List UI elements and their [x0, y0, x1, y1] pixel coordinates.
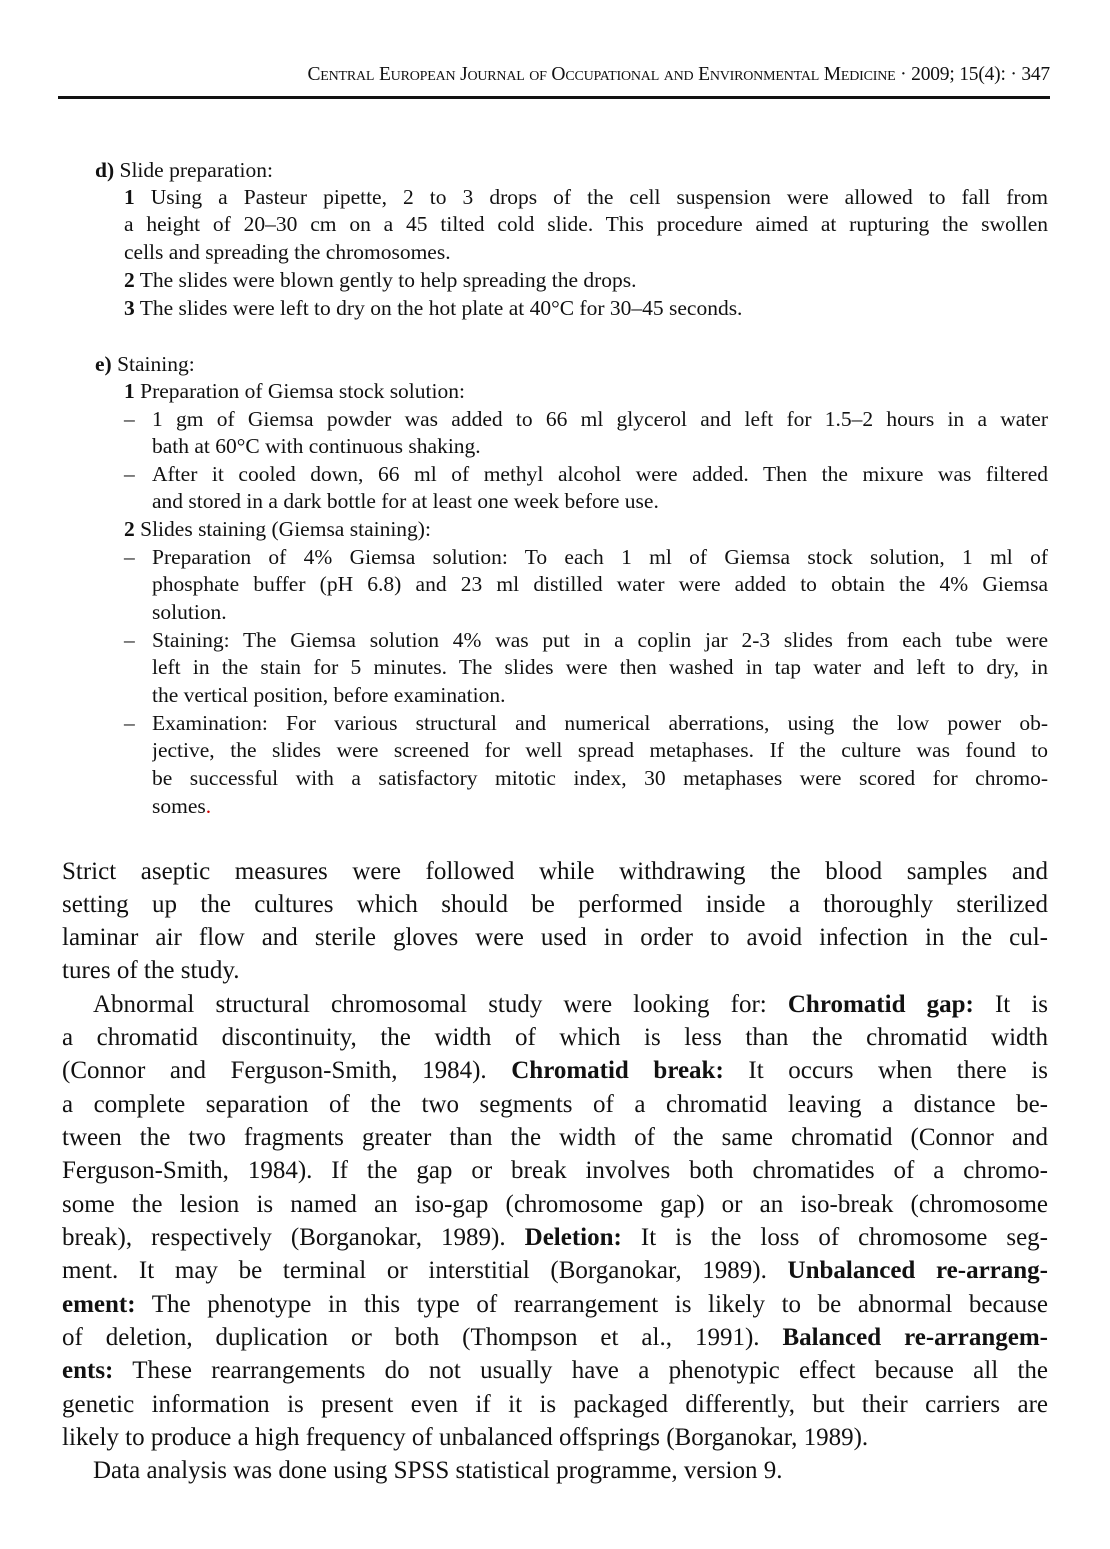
sub2-heading: 2 Slides staining (Giemsa staining):	[124, 517, 431, 541]
p2-line-8: break), respectively (Borganokar, 1989). Deletion: It is the loss of chromosome seg-	[62, 1224, 1048, 1251]
sub1-item-1-line-1: 1 gm of Giemsa powder was added to 66 ml glycerol and left for 1.5–2 hours in a water	[152, 407, 1048, 431]
p2-line-1: Abnormal structural chromosomal study were looking for: Chromatid gap: It is	[93, 991, 1048, 1018]
p3-line-1: Data analysis was done using SPSS statistical programme, version 9.	[93, 1457, 783, 1484]
sub2-item-3-line-1: Examination: For various structural and numerical aberrations, using the low power ob-	[152, 711, 1048, 735]
p1-line-1: Strict aseptic measures were followed while withdrawing the blood samples and	[62, 858, 1048, 885]
bullet-dash: –	[124, 545, 135, 569]
sub2-item-1-line-1: Preparation of 4% Giemsa solution: To each 1 ml of Giemsa stock solution, 1 ml of	[152, 545, 1048, 569]
sub2-item-2-line-2: left in the stain for 5 minutes. The slides were then washed in tap water and left to dry, in	[152, 655, 1048, 679]
sub1-heading: 1 Preparation of Giemsa stock solution:	[124, 379, 465, 403]
p2-line-4: a complete separation of the two segments of a chromatid leaving a distance be-	[62, 1091, 1048, 1118]
bullet-dash: –	[124, 407, 135, 431]
p2-line-13: genetic information is present even if it is packaged differently, but their carriers are	[62, 1391, 1048, 1418]
p2-line-5: tween the two fragments greater than the width of the same chromatid (Connor and	[62, 1124, 1048, 1151]
section-d-line-3: cells and spreading the chromosomes.	[124, 240, 451, 264]
p2-line-10: ement: The phenotype in this type of rearrangement is likely to be abnormal because	[62, 1291, 1048, 1318]
p2-line-12: ents: These rearrangements do not usually have a phenotypic effect because all the	[62, 1357, 1048, 1384]
bullet-dash: –	[124, 711, 135, 735]
section-d-line-4: 2 The slides were blown gently to help spreading the drops.	[124, 268, 637, 292]
section-d-heading: d) Slide preparation:	[95, 158, 273, 182]
section-d-line-5: 3 The slides were left to dry on the hot plate at 40°C for 30–45 seconds.	[124, 296, 743, 320]
journal-title: Central European Journal of Occupational and Environmental Medicine	[307, 64, 896, 85]
sub1-item-2-line-1: After it cooled down, 66 ml of methyl alcohol were added. Then the mixure was filtered	[152, 462, 1048, 486]
p2-line-14: likely to produce a high frequency of unbalanced offsprings (Borganokar, 1989).	[62, 1424, 869, 1451]
sub2-item-2-line-1: Staining: The Giemsa solution 4% was put in a coplin jar 2-3 slides from each tube were	[152, 628, 1048, 652]
p1-line-2: setting up the cultures which should be performed inside a thoroughly sterilized	[62, 891, 1048, 918]
p2-line-6: Ferguson-Smith, 1984). If the gap or break involves both chromatides of a chromo-	[62, 1157, 1048, 1184]
sub2-item-3-line-4: somes.	[152, 794, 212, 818]
bullet-dash: –	[124, 628, 135, 652]
p2-line-11: of deletion, duplication or both (Thompson et al., 1991). Balanced re-arrangem-	[62, 1324, 1048, 1351]
sub2-item-3-line-2: jective, the slides were screened for well spread metaphases. If the culture was found to	[152, 738, 1048, 762]
p1-line-3: laminar air flow and sterile gloves were used in order to avoid infection in the cul-	[62, 924, 1048, 951]
p2-line-3: (Connor and Ferguson-Smith, 1984). Chromatid break: It occurs when there is	[62, 1057, 1048, 1084]
red-period: .	[205, 794, 212, 818]
citation: · 2009; 15(4): · 347	[895, 64, 1050, 85]
bullet-dash: –	[124, 462, 135, 486]
header-rule	[58, 96, 1050, 99]
sub2-item-3-line-3: be successful with a satisfactory mitotic index, 30 metaphases were scored for chromo-	[152, 766, 1048, 790]
section-d-line-1: 1 Using a Pasteur pipette, 2 to 3 drops of the cell suspension were allowed to fall from	[124, 185, 1048, 209]
sub2-item-1-line-3: solution.	[152, 600, 227, 624]
section-e-heading: e) Staining:	[95, 352, 195, 376]
sub2-item-2-line-3: the vertical position, before examination.	[152, 683, 506, 707]
p2-line-9: ment. It may be terminal or interstitial (Borganokar, 1989). Unbalanced re-arrang-	[62, 1257, 1048, 1284]
p2-line-2: a chromatid discontinuity, the width of which is less than the chromatid width	[62, 1024, 1048, 1051]
sub1-item-2-line-2: and stored in a dark bottle for at least one week before use.	[152, 489, 659, 513]
section-d-line-2: a height of 20–30 cm on a 45 tilted cold slide. This procedure aimed at rupturing the swollen	[124, 212, 1048, 236]
sub2-item-1-line-2: phosphate buffer (pH 6.8) and 23 ml distilled water were added to obtain the 4% Giemsa	[152, 572, 1048, 596]
running-header	[58, 64, 1050, 86]
sub1-item-1-line-2: bath at 60°C with continuous shaking.	[152, 434, 481, 458]
p2-line-7: some the lesion is named an iso-gap (chromosome gap) or an iso-break (chromosome	[62, 1191, 1048, 1218]
p1-line-4: tures of the study.	[62, 957, 240, 984]
